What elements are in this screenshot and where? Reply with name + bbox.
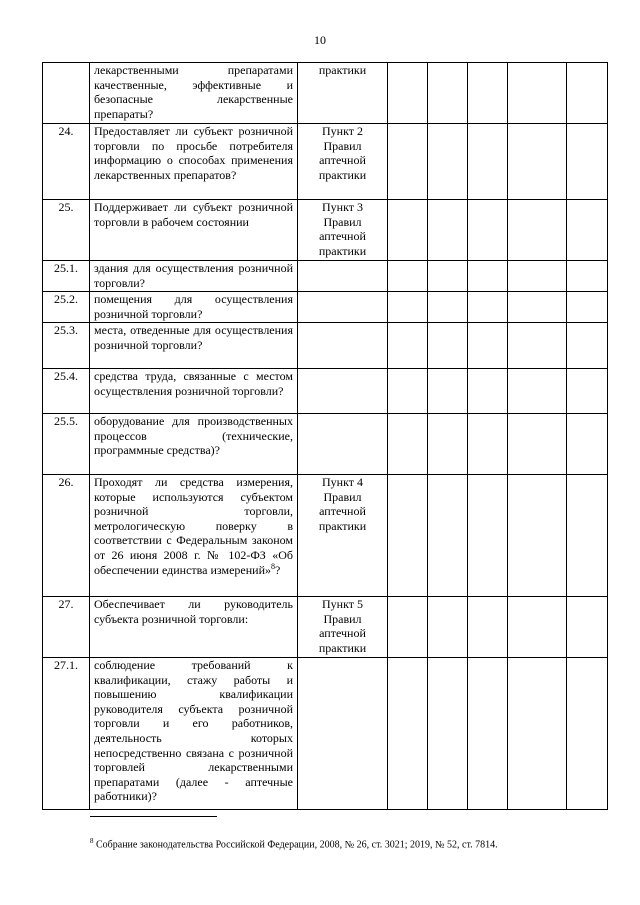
answer-cell[interactable]: [468, 124, 508, 200]
legal-reference-cell: практики: [298, 63, 388, 124]
question-cell: Предоставляет ли субъект розничной торговли по просьбе потребителя информацию о способах применения лекарственных препаратов?: [90, 124, 298, 200]
legal-reference-cell: Пункт 3 Правил аптечной практики: [298, 200, 388, 261]
answer-cell[interactable]: [508, 597, 567, 658]
answer-cell[interactable]: [428, 414, 468, 475]
answer-cell[interactable]: [428, 292, 468, 323]
answer-cell[interactable]: [567, 323, 608, 369]
question-cell: лекарственными препаратами качественные, эффективные и безопасные лекарственные препараты?: [90, 63, 298, 124]
answer-cell[interactable]: [388, 369, 428, 414]
answer-cell[interactable]: [468, 63, 508, 124]
answer-cell[interactable]: [567, 124, 608, 200]
answer-cell[interactable]: [468, 261, 508, 292]
answer-cell[interactable]: [468, 597, 508, 658]
question-cell: Обеспечивает ли руководитель субъекта розничной торговли:: [90, 597, 298, 658]
answer-cell[interactable]: [567, 63, 608, 124]
legal-reference-cell: [298, 292, 388, 323]
answer-cell[interactable]: [428, 261, 468, 292]
answer-cell[interactable]: [388, 63, 428, 124]
legal-reference-cell: [298, 323, 388, 369]
answer-cell[interactable]: [508, 658, 567, 810]
answer-cell[interactable]: [388, 200, 428, 261]
answer-cell[interactable]: [508, 369, 567, 414]
answer-cell[interactable]: [567, 658, 608, 810]
answer-cell[interactable]: [388, 414, 428, 475]
answer-cell[interactable]: [508, 200, 567, 261]
answer-cell[interactable]: [567, 200, 608, 261]
answer-cell[interactable]: [567, 261, 608, 292]
question-cell: средства труда, связанные с местом осуществления розничной торговли?: [90, 369, 298, 414]
table-row: [43, 658, 608, 810]
answer-cell[interactable]: [508, 475, 567, 597]
table-row: [43, 475, 608, 597]
legal-reference-cell: Пункт 4 Правил аптечной практики: [298, 475, 388, 597]
table-row: [43, 124, 608, 200]
row-number: 25.: [43, 200, 90, 261]
question-cell: места, отведенные для осуществления розничной торговли?: [90, 323, 298, 369]
answer-cell[interactable]: [567, 597, 608, 658]
answer-cell[interactable]: [428, 323, 468, 369]
answer-cell[interactable]: [388, 261, 428, 292]
row-number: 25.3.: [43, 323, 90, 369]
question-cell: соблюдение требований к квалификации, стажу работы и повышению квалификации руководителя субъекта розничной торговли и его работников, деятельность которых непосредственно связана с розничной торговлей лекарственными препаратами (далее - аптечные работники)?: [90, 658, 298, 810]
answer-cell[interactable]: [567, 414, 608, 475]
question-cell: помещения для осуществления розничной торговли?: [90, 292, 298, 323]
legal-reference-cell: Пункт 2 Правил аптечной практики: [298, 124, 388, 200]
answer-cell[interactable]: [468, 475, 508, 597]
table-row: [43, 200, 608, 261]
answer-cell[interactable]: [428, 369, 468, 414]
answer-cell[interactable]: [508, 63, 567, 124]
footnote-ref: 8: [271, 561, 275, 571]
answer-cell[interactable]: [388, 475, 428, 597]
answer-cell[interactable]: [388, 658, 428, 810]
answer-cell[interactable]: [428, 124, 468, 200]
answer-cell[interactable]: [388, 292, 428, 323]
answer-cell[interactable]: [428, 475, 468, 597]
answer-cell[interactable]: [428, 63, 468, 124]
answer-cell[interactable]: [388, 323, 428, 369]
question-text: Проходят ли средства измерения, которые используются субъектом розничной торговли, метрологическую поверку в соответствии с Федеральным законом от 26 июня 2008 г. № 102-ФЗ «Об обеспечении единства измерений»: [94, 475, 293, 577]
row-number: 25.1.: [43, 261, 90, 292]
question-cell: [90, 475, 298, 597]
row-number: 27.: [43, 597, 90, 658]
row-number: 27.1.: [43, 658, 90, 810]
footnote-text: Собрание законодательства Российской Федерации, 2008, № 26, ст. 3021; 2019, № 52, ст. 7814.: [96, 839, 498, 851]
question-cell: Поддерживает ли субъект розничной торговли в рабочем состоянии: [90, 200, 298, 261]
row-number: 26.: [43, 475, 90, 597]
answer-cell[interactable]: [567, 369, 608, 414]
answer-cell[interactable]: [468, 323, 508, 369]
table-row: [43, 597, 608, 658]
answer-cell[interactable]: [428, 200, 468, 261]
answer-cell[interactable]: [567, 475, 608, 597]
answer-cell[interactable]: [508, 261, 567, 292]
answer-cell[interactable]: [508, 292, 567, 323]
answer-cell[interactable]: [428, 658, 468, 810]
row-number: [43, 63, 90, 124]
legal-reference-cell: [298, 369, 388, 414]
row-number: 25.4.: [43, 369, 90, 414]
answer-cell[interactable]: [567, 292, 608, 323]
answer-cell[interactable]: [388, 597, 428, 658]
legal-reference-cell: Пункт 5 Правил аптечной практики: [298, 597, 388, 658]
answer-cell[interactable]: [468, 292, 508, 323]
answer-cell[interactable]: [388, 124, 428, 200]
answer-cell[interactable]: [468, 200, 508, 261]
answer-cell[interactable]: [508, 323, 567, 369]
answer-cell[interactable]: [508, 124, 567, 200]
footnote: [90, 835, 610, 851]
row-number: 25.5.: [43, 414, 90, 475]
question-text-tail: ?: [275, 562, 281, 577]
table-row: [43, 369, 608, 414]
legal-reference-cell: [298, 414, 388, 475]
legal-reference-cell: [298, 261, 388, 292]
answer-cell[interactable]: [468, 414, 508, 475]
table-row: [43, 261, 608, 292]
answer-cell[interactable]: [468, 658, 508, 810]
table-row: [43, 414, 608, 475]
table-row: [43, 323, 608, 369]
footnote-mark: 8: [90, 837, 94, 845]
table-row: [43, 63, 608, 124]
checklist-table: [42, 62, 608, 810]
row-number: 25.2.: [43, 292, 90, 323]
row-number: 24.: [43, 124, 90, 200]
table-row: [43, 292, 608, 323]
legal-reference-cell: [298, 658, 388, 810]
answer-cell[interactable]: [428, 597, 468, 658]
question-cell: здания для осуществления розничной торговли?: [90, 261, 298, 292]
footnote-divider: [90, 816, 217, 817]
question-cell: оборудование для производственных процессов (технические, программные средства)?: [90, 414, 298, 475]
answer-cell[interactable]: [468, 369, 508, 414]
page-number: 10: [314, 33, 326, 47]
answer-cell[interactable]: [508, 414, 567, 475]
